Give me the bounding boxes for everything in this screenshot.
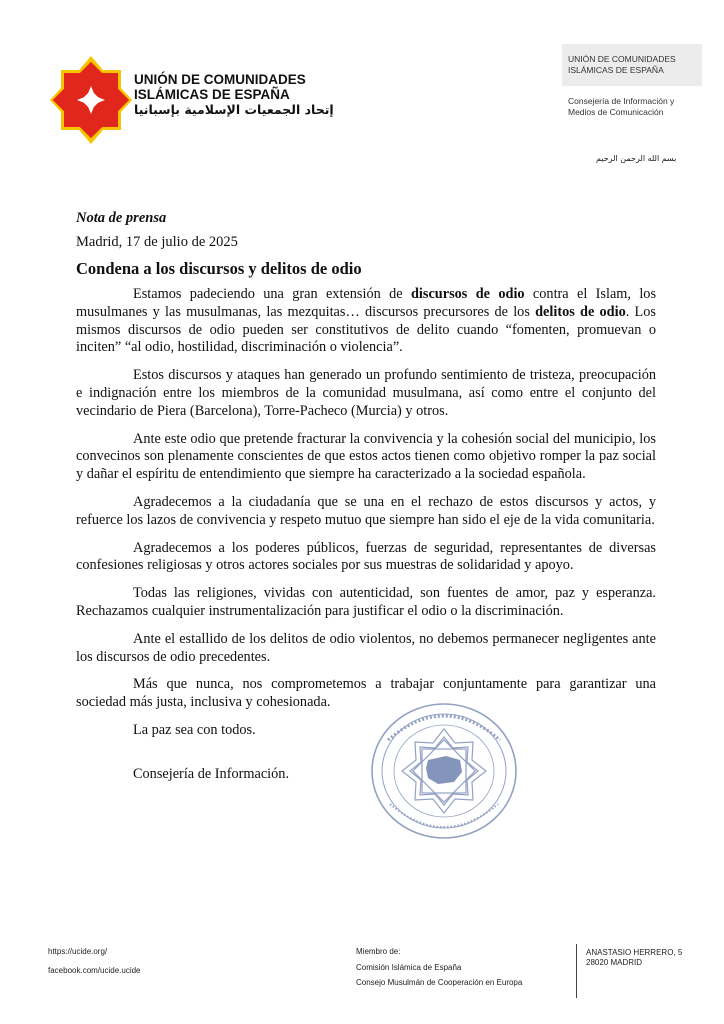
paragraph-8: Más que nunca, nos comprometemos a trabajar conjuntamente para garantizar una sociedad más justa, inclusiva y cohesionada.: [76, 676, 656, 711]
footer-address: ANASTASIO HERRERO, 5 28020 MADRID: [586, 948, 683, 967]
official-seal: [368, 700, 520, 842]
document-title: Condena a los discursos y delitos de odio: [76, 259, 362, 278]
letterhead-box: UNIÓN DE COMUNIDADES ISLÁMICAS DE ESPAÑA: [562, 44, 702, 86]
paragraph-5: Agradecemos a los poderes públicos, fuerzas de seguridad, representantes de diversas confesiones religiosas y otros actores sociales por sus muestras de solidaridad y apoyo.: [76, 539, 656, 574]
facebook-link[interactable]: facebook.com/ucide.ucide: [48, 966, 141, 975]
document-label: Nota de prensa: [76, 210, 167, 226]
bismillah: بسم الله الرحمن الرحيم: [596, 154, 677, 163]
document-body: [76, 286, 656, 794]
signature: Consejería de Información.: [133, 765, 290, 782]
ucide-logo: [50, 52, 132, 148]
footer-membership: Miembro de: Comisión Islámica de España Consejo Musulmán de Cooperación en Europa: [356, 947, 523, 987]
closing-line: La paz sea con todos.: [133, 721, 256, 738]
paragraph-7: Ante el estallido de los delitos de odio violentos, no debemos permanecer negligentes ante los discursos de odio precedentes.: [76, 630, 656, 665]
org-name: UNIÓN DE COMUNIDADES ISLÁMICAS DE ESPAÑA: [134, 72, 306, 102]
paragraph-3: Ante este odio que pretende fracturar la convivencia y la cohesión social del municipio, los convecinos son plenamente conscientes de que estos actos tienen como objetivo romper la paz social y dañar el espíritu de entendimiento que siempre ha caracterizado a la sociedad española.: [76, 430, 656, 483]
footer-links: [48, 947, 141, 985]
paragraph-6: Todas las religiones, vividas con autenticidad, son fuentes de amor, paz y esperanza. Rechazamos cualquier instrumentalización para justificar el odio o la discriminación.: [76, 585, 656, 619]
org-name-arabic: إتحاد الجمعيات الإسلامية بإسبانيا: [134, 102, 334, 117]
paragraph-2: Estos discursos y ataques han generado un profundo sentimiento de tristeza, preocupación e indignación entre los miembros de la comunidad musulmana, así como entre el conjunto del vecindario de Piera (Barcelona), Torre-Pacheco (Murcia) y otros.: [76, 367, 656, 419]
website-link[interactable]: https://ucide.org/: [48, 947, 108, 956]
paragraph-1: Estamos padeciendo una gran extensión de discursos de odio contra el Islam, los musulmanes y las musulmanas, las mezquitas… discursos precursores de los delitos de odio. Los mismos discursos de odio pueden ser constitutivos de delito cuando “fomenten, promuevan o inciten” “al odio, hostilidad, discriminación o violencia”.: [76, 286, 657, 356]
document-date: Madrid, 17 de julio de 2025: [76, 234, 238, 250]
footer-divider: [576, 944, 577, 998]
paragraph-4: Agradecemos a la ciudadanía que se una en el rechazo de estos discursos y actos, y refuerce los lazos de convivencia y respeto mutuo que siempre han sido el eje de la vida comunitaria.: [76, 493, 656, 528]
department-name: Consejería de Información y Medios de Comunicación: [568, 96, 675, 117]
